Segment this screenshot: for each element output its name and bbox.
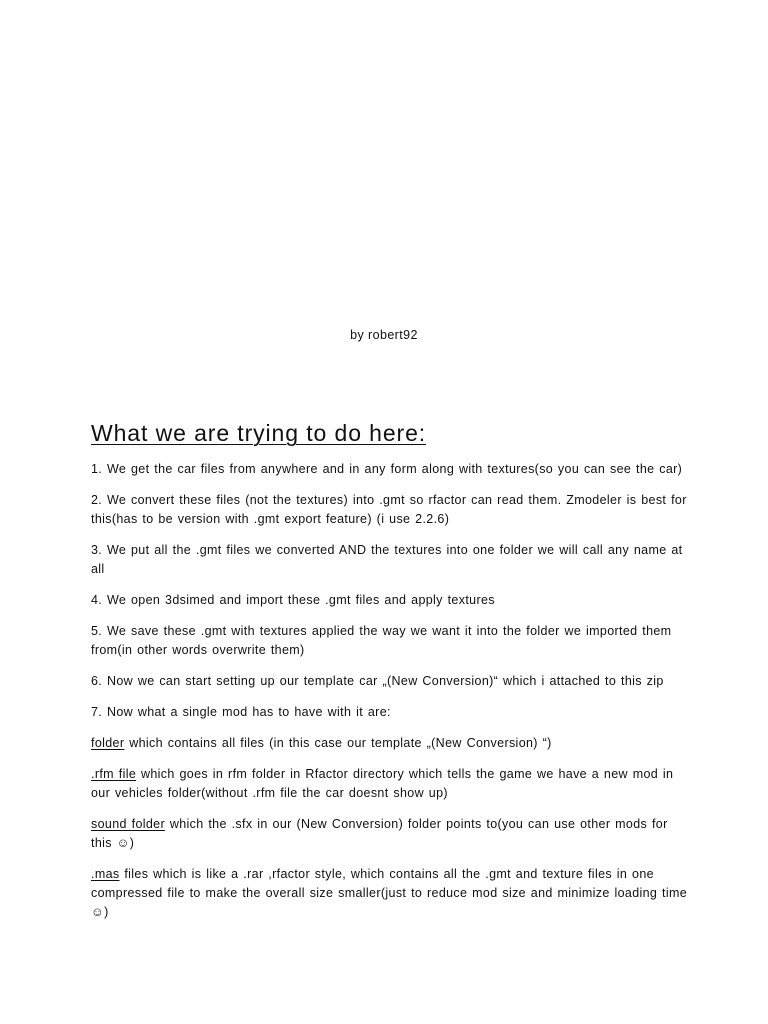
item-term: folder xyxy=(91,736,125,750)
item-rfm-file xyxy=(91,765,691,803)
item-description: which contains all files (in this case our template „(New Conversion) “) xyxy=(124,736,552,750)
item-description: which goes in rfm folder in Rfactor directory which tells the game we have a new mod in our vehicles folder(without .rfm file the car doesnt show up) xyxy=(91,767,674,800)
step-2: 2. We convert these files (not the textures) into .gmt so rfactor can read them. Zmodeler is best for this(has to be version with .gmt export feature) (i use 2.2.6) xyxy=(91,493,687,526)
step-3: 3. We put all the .gmt files we converted AND the textures into one folder we will call any name at all xyxy=(91,543,683,576)
item-sound-folder xyxy=(91,815,691,853)
step-7: 7. Now what a single mod has to have with it are: xyxy=(91,705,391,719)
author-byline: by robert92 xyxy=(350,328,418,342)
item-folder xyxy=(91,734,691,753)
step-5: 5. We save these .gmt with textures applied the way we want it into the folder we imported them from(in other words overwrite them) xyxy=(91,624,672,657)
item-mas-files xyxy=(91,865,691,922)
item-term: .rfm file xyxy=(91,767,137,781)
document-body xyxy=(91,418,691,934)
item-term: .mas xyxy=(91,867,120,881)
step-1: 1. We get the car files from anywhere and in any form along with textures(so you can see the car) xyxy=(91,462,683,476)
item-description: files which is like a .rar ,rfactor style, which contains all the .gmt and texture files in one compressed file to make the overall size smaller(just to reduce mod size and minimize loading time☺) xyxy=(91,867,688,919)
item-term: sound folder xyxy=(91,817,165,831)
step-6: 6. Now we can start setting up our template car „(New Conversion)“ which i attached to this zip xyxy=(91,674,664,688)
step-4: 4. We open 3dsimed and import these .gmt files and apply textures xyxy=(91,593,495,607)
section-heading: What we are trying to do here: xyxy=(91,420,427,446)
item-description: which the .sfx in our (New Conversion) folder points to(you can use other mods for this ☺) xyxy=(91,817,668,850)
